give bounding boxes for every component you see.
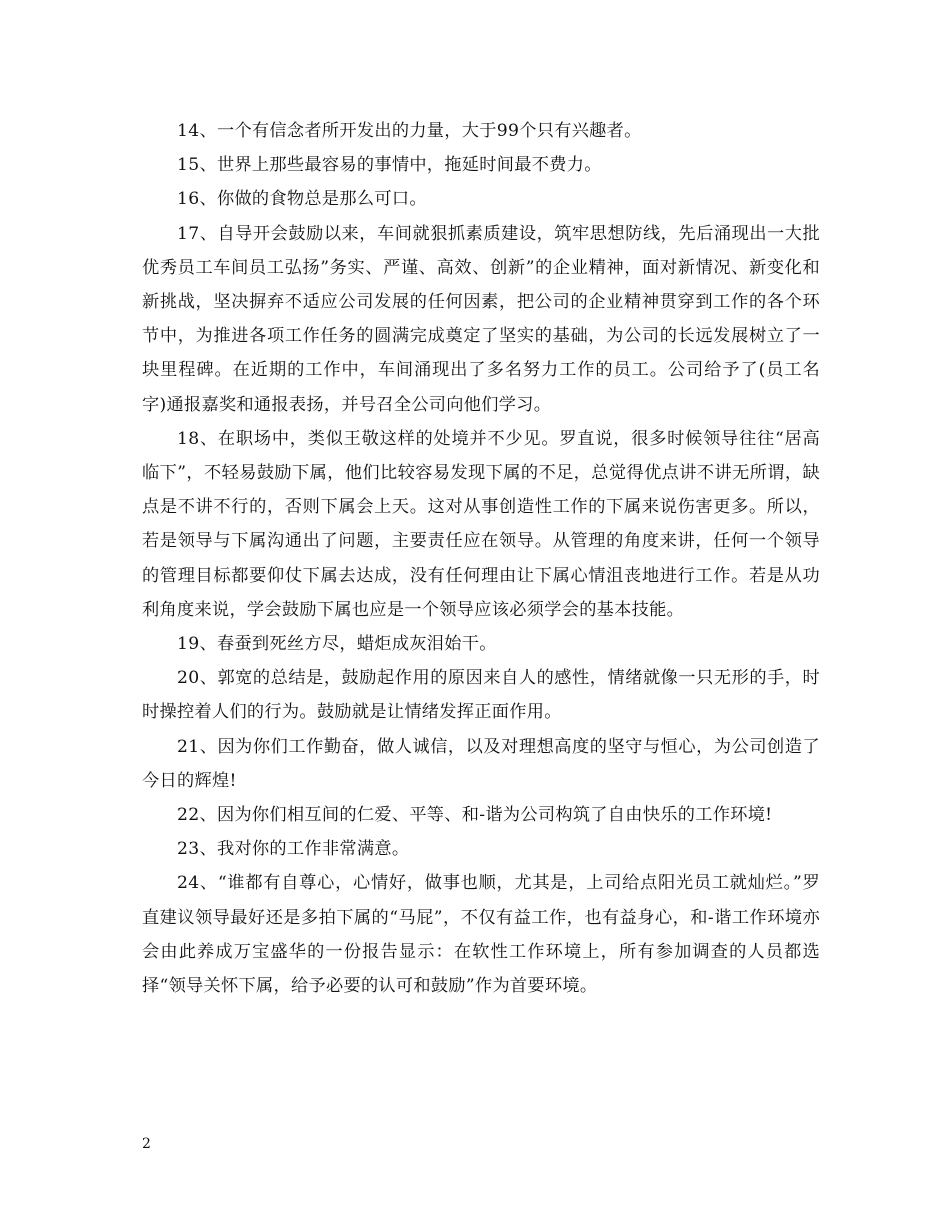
page-number: 2 [142,1136,151,1152]
paragraph-20: 20、郭宽的总结是，鼓励起作用的原因来自人的感性，情绪就像一只无形的手，时时操控着人们的行为。鼓励就是让情绪发挥正面作用。 [142,668,820,723]
paragraph-21: 21、因为你们工作勤奋，做人诚信，以及对理想高度的坚守与恒心，为公司创造了今日的辉煌! [142,736,820,791]
paragraph-22: 22、因为你们相互间的仁爱、平等、和-谐为公司构筑了自由快乐的工作环境! [177,805,773,826]
paragraph-18: 18、在职场中，类似王敬这样的处境并不少见。罗直说，很多时候领导往往“居高临下”，不轻易鼓励下属，他们比较容易发现下属的不足，总觉得优点讲不讲无所谓，缺点是不讲不行的，否则下属会上天。这对从事创造性工作的下属来说伤害更多。所以，若是领导与下属沟通出了问题，主要责任应在领导。从管理的角度来讲，任何一个领导的管理目标都要仰仗下属去达成，没有任何理由让下属心情沮丧地进行工作。若是从功利角度来说，学会鼓励下属也应是一个领导应该必须学会的基本技能。 [142,428,820,620]
paragraph-16: 16、你做的食物总是那么可口。 [177,189,427,210]
document-body [142,114,820,1003]
paragraph-14: 14、一个有信念者所开发出的力量，大于99个只有兴趣者。 [177,121,642,141]
paragraph-19: 19、春蚕到死丝方尽，蜡炬成灰泪始干。 [177,634,497,655]
paragraph-23: 23、我对你的工作非常满意。 [177,839,410,860]
paragraph-17: 17、自导开会鼓励以来，车间就狠抓素质建设，筑牢思想防线，先后涌现出一大批优秀员工车间员工弘扬”务实、严谨、高效、创新”的企业精神，面对新情况、新变化和新挑战，坚决摒弃不适应公司发展的任何因素，把公司的企业精神贯穿到工作的各个环节中，为推进各项工作任务的圆满完成奠定了坚实的基础，为公司的长远发展树立了一块里程碑。在近期的工作中，车间涌现出了多名努力工作的员工。公司给予了(员工名字)通报嘉奖和通报表扬，并号召全公司向他们学习。 [142,223,820,415]
paragraph-15: 15、世界上那些最容易的事情中，拖延时间最不费力。 [177,155,602,176]
paragraph-24: 24、“谁都有自尊心，心情好，做事也顺，尤其是，上司给点阳光员工就灿烂。”罗直建议领导最好还是多拍下属的“马屁”，不仅有益工作，也有益身心，和-谐工作环境亦会由此养成万宝盛华的一份报告显示：在软性工作环境上，所有参加调查的人员都选择“领导关怀下属，给予必要的认可和鼓励”作为首要环境。 [142,873,820,997]
